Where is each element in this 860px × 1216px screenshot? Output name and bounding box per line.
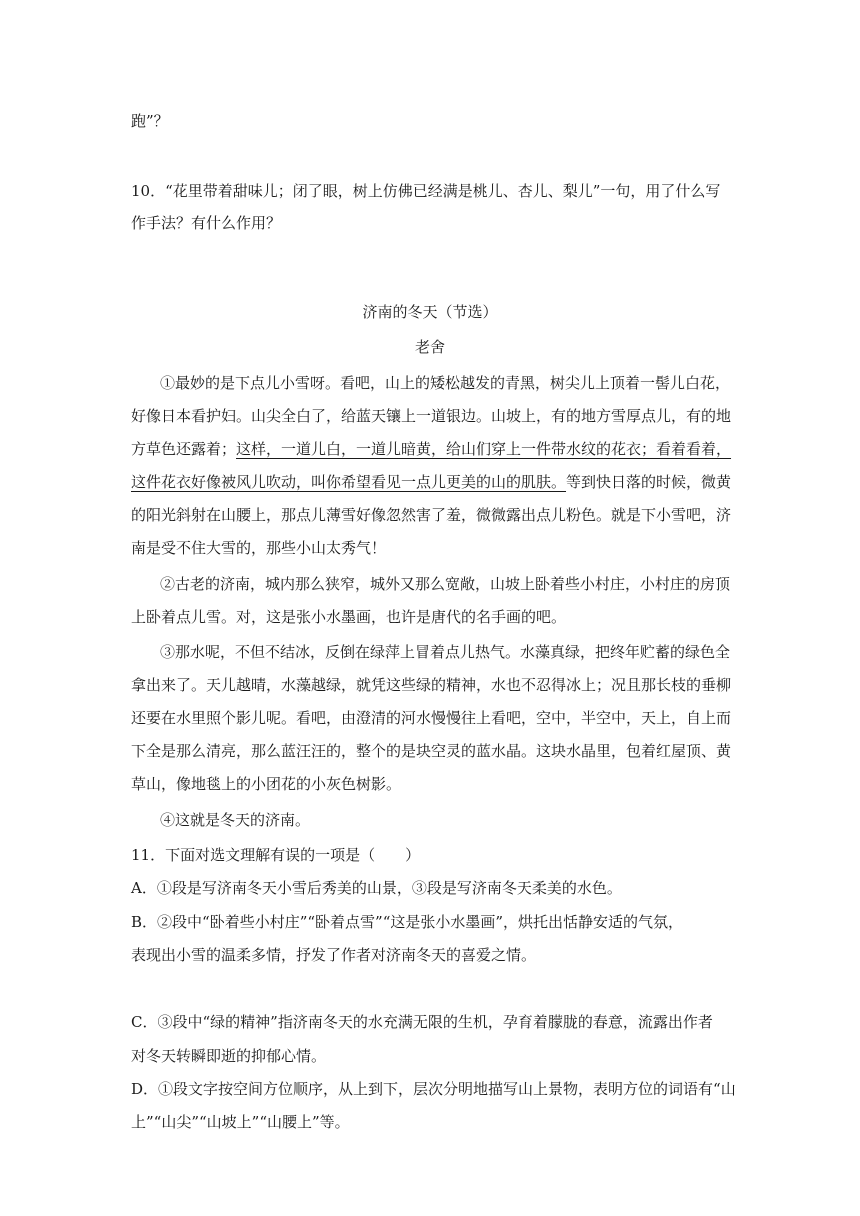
question-9-tail: 跑”？	[131, 112, 169, 130]
p2-line-1: ②古老的济南，城内那么狭窄，城外又那么宽敞，山坡上卧着些小村庄，小村庄的房顶	[160, 575, 731, 593]
p1-line-3	[131, 439, 731, 459]
passage-author: 老舍	[414, 338, 445, 356]
p1-line-3-plain: 方草色还露着；	[131, 440, 237, 458]
p1-line-2: 好像日本看护妇。山尖全白了，给蓝天镶上一道银边。山坡上，有的地方雪厚点儿，有的地	[131, 407, 732, 425]
question-10-line-1: 10．“花里带着甜味儿；闭了眼，树上仿佛已经满是桃儿、杏儿、梨儿”一句，用了什么写	[131, 182, 721, 200]
option-c-line-2: 对冬天转瞬即逝的抑郁心情。	[131, 1047, 327, 1065]
option-b-line-2: 表现出小雪的温柔多情，抒发了作者对济南冬天的喜爱之情。	[131, 946, 537, 964]
question-11-stem: 11．下面对选文理解有误的一项是（ ）	[131, 846, 421, 864]
p1-line-5: 的阳光斜射在山腰上，那点儿薄雪好像忽然害了羞，微微露出点儿粉色。就是下小雪吧，济	[131, 506, 732, 524]
p1-line-4	[131, 472, 731, 492]
p3-line-4: 下全是那么清亮，那么蓝汪汪的，整个的是块空灵的蓝水晶。这块水晶里，包着红屋顶、黄	[131, 742, 732, 760]
option-b-line-1: B．②段中“卧着些小村庄”“卧着点雪”“这是张小水墨画”，烘托出恬静安适的气氛，	[131, 913, 684, 931]
p3-line-5: 草山，像地毯上的小团花的小灰色树影。	[131, 775, 402, 793]
p3-line-1: ③那水呢，不但不结冰，反倒在绿萍上冒着点儿热气。水藻真绿，把终年贮蓄的绿色全	[160, 643, 731, 661]
option-a: A．①段是写济南冬天小雪后秀美的山景，③段是写济南冬天柔美的水色。	[131, 879, 622, 897]
p2-line-2: 上卧着点儿雪。对，这是张小水墨画，也许是唐代的名手画的吧。	[131, 608, 567, 626]
passage-title: 济南的冬天（节选）	[362, 303, 498, 321]
p1-line-1: ①最妙的是下点儿小雪呀。看吧，山上的矮松越发的青黑，树尖儿上顶着一髻儿白花，	[160, 374, 731, 392]
p1-line-4-plain: 等到快日落的时候，微黄	[566, 473, 732, 491]
p3-line-2: 拿出来了。天儿越晴，水藻越绿，就凭这些绿的精神，水也不忍得冰上；况且那长枝的垂柳	[131, 676, 732, 694]
option-d-line-2: 上”“山尖”“山坡上”“山腰上”等。	[131, 1113, 350, 1131]
p1-underlined-sentence-part-1: 这样，一道儿白，一道儿暗黄，给山们穿上一件带水纹的花衣；看着看着，	[236, 440, 732, 458]
p3-line-3: 还要在水里照个影儿呢。看吧，由澄清的河水慢慢往上看吧，空中，半空中，天上，自上而	[131, 709, 732, 727]
p1-underlined-sentence-part-2: 这件花衣好像被风儿吹动，叫你希望看见一点儿更美的山的肌肤。	[131, 473, 567, 491]
option-d-line-1: D．①段文字按空间方位顺序，从上到下，层次分明地描写山上景物，表明方位的词语有“山	[131, 1080, 736, 1098]
p4-line: ④这就是冬天的济南。	[160, 811, 311, 829]
p1-line-6: 南是受不住大雪的，那些小山太秀气！	[131, 539, 387, 557]
option-c-line-1: C．③段中“绿的精神”指济南冬天的水充满无限的生机，孕育着朦胧的春意，流露出作者	[131, 1013, 713, 1031]
question-10-line-2: 作手法？有什么作用？	[131, 214, 282, 232]
